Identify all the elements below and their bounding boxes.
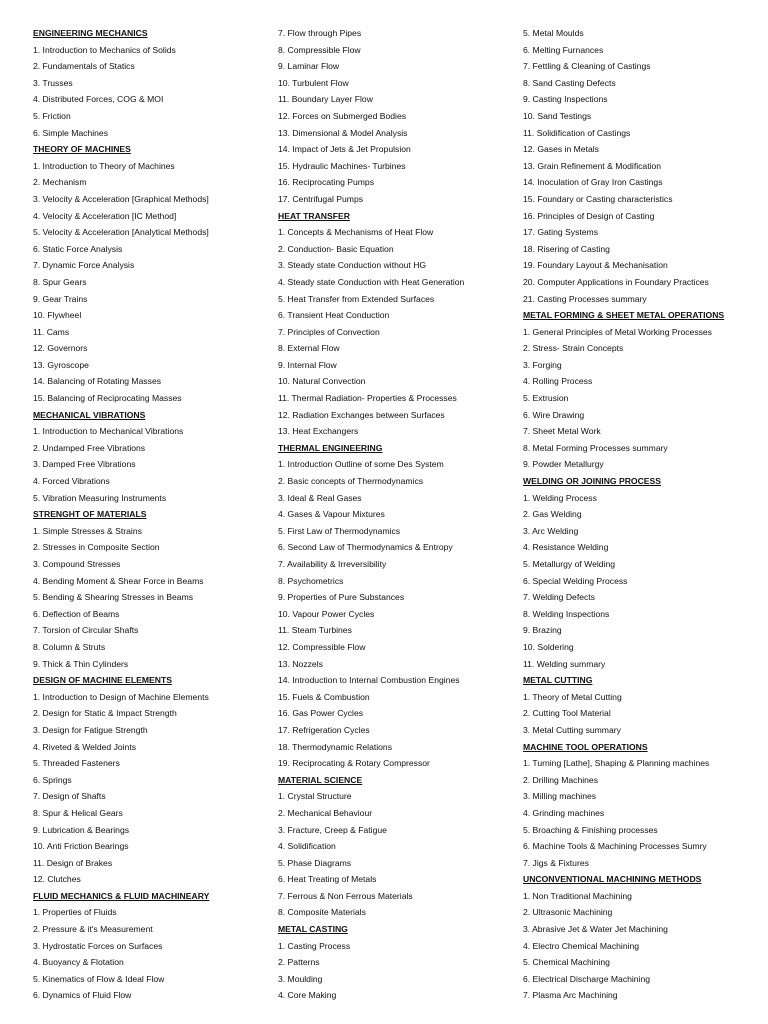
topic-item: 10. Vapour Power Cycles <box>278 608 375 619</box>
topic-item: 14. Balancing of Rotating Masses <box>33 376 162 387</box>
topic-item: 2. Mechanical Behaviour <box>278 807 373 818</box>
topic-item: 10. Natural Convection <box>278 376 366 387</box>
topic-item: 9. Properties of Pure Substances <box>278 592 405 603</box>
topic-item: 2. Basic concepts of Thermodynamics <box>278 476 424 487</box>
topic-item: 2. Patterns <box>278 957 320 968</box>
section-heading: MECHANICAL VIBRATIONS <box>33 409 146 420</box>
topic-item: 12. Radiation Exchanges between Surfaces <box>278 409 445 420</box>
topic-item: 8. Composite Materials <box>278 907 366 918</box>
topic-item: 7. Torsion of Circular Shafts <box>33 625 139 636</box>
topic-item: 19. Foundary Layout & Mechanisation <box>523 260 668 271</box>
section-heading: MACHINE TOOL OPERATIONS <box>523 741 648 752</box>
topic-item: 2. Fundamentals of Statics <box>33 61 135 72</box>
column-1 <box>33 25 263 1004</box>
column-3 <box>523 25 758 1004</box>
topic-item: 11. Welding summary <box>523 658 606 669</box>
topic-item: 6. Springs <box>33 774 72 785</box>
topic-item: 9. Brazing <box>523 625 562 636</box>
topic-item: 6. Simple Machines <box>33 127 108 138</box>
topic-item: 5. First Law of Thermodynamics <box>278 525 401 536</box>
topic-item: 9. Casting Inspections <box>523 94 608 105</box>
topic-item: 7. Welding Defects <box>523 592 595 603</box>
topic-item: 10. Turbulent Flow <box>278 77 349 88</box>
topic-item: 13. Grain Refinement & Modification <box>523 160 662 171</box>
topic-item: 6. Special Welding Process <box>523 575 628 586</box>
topic-item: 5. Kinematics of Flow & Ideal Flow <box>33 973 165 984</box>
topic-item: 3. Velocity & Acceleration [Graphical Methods] <box>33 193 209 204</box>
topic-item: 2. Cutting Tool Material <box>523 708 611 719</box>
topic-item: 10. Soldering <box>523 641 574 652</box>
topic-item: 4. Steady state Conduction with Heat Generation <box>278 276 465 287</box>
topic-item: 5. Heat Transfer from Extended Surfaces <box>278 293 435 304</box>
topic-item: 4. Rolling Process <box>523 376 593 387</box>
topic-item: 1. General Principles of Metal Working Processes <box>523 326 712 337</box>
topic-item: 3. Abrasive Jet & Water Jet Machining <box>523 924 668 935</box>
topic-item: 6. Second Law of Thermodynamics & Entropy <box>278 542 453 553</box>
topic-item: 1. Non Traditional Machining <box>523 890 632 901</box>
topic-item: 7. Ferrous & Non Ferrous Materials <box>278 890 413 901</box>
topic-item: 16. Principles of Design of Casting <box>523 210 655 221</box>
topic-item: 3. Hydrostatic Forces on Surfaces <box>33 940 163 951</box>
topic-item: 6. Static Force Analysis <box>33 243 123 254</box>
topic-item: 4. Resistance Welding <box>523 542 609 553</box>
topic-item: 8. Spur Gears <box>33 276 87 287</box>
topic-item: 8. Metal Forming Processes summary <box>523 442 668 453</box>
topic-item: 2. Ultrasonic Machining <box>523 907 613 918</box>
topic-item: 1. Introduction to Mechanics of Solids <box>33 44 176 55</box>
topic-item: 9. Laminar Flow <box>278 61 340 72</box>
topic-item: 7. Jigs & Fixtures <box>523 857 589 868</box>
topic-item: 11. Solidification of Castings <box>523 127 631 138</box>
topic-item: 4. Electro Chemical Machining <box>523 940 640 951</box>
topic-item: 5. Friction <box>33 110 71 121</box>
topic-item: 8. Psychometrics <box>278 575 344 586</box>
section-heading: METAL CASTING <box>278 924 348 935</box>
topic-item: 4. Gases & Vapour Mixtures <box>278 509 385 520</box>
topic-item: 9. Gear Trains <box>33 293 88 304</box>
topic-item: 1. Introduction to Mechanical Vibrations <box>33 426 184 437</box>
topic-item: 7. Flow through Pipes <box>278 28 362 38</box>
topic-item: 4. Core Making <box>278 990 337 1001</box>
topic-item: 6. Deflection of Beams <box>33 608 120 619</box>
topic-item: 10. Flywheel <box>33 310 82 321</box>
topic-item: 7. Fettling & Cleaning of Castings <box>523 61 651 72</box>
topic-item: 5. Phase Diagrams <box>278 857 352 868</box>
section-heading: METAL FORMING & SHEET METAL OPERATIONS <box>523 310 725 321</box>
topic-item: 2. Mechanism <box>33 177 87 188</box>
topic-item: 12. Compressible Flow <box>278 641 366 652</box>
topic-item: 8. External Flow <box>278 343 340 354</box>
topic-item: 15. Hydraulic Machines- Turbines <box>278 160 406 171</box>
topic-item: 6. Transient Heat Conduction <box>278 310 390 321</box>
column-2 <box>278 25 510 1004</box>
topic-item: 2. Drilling Machines <box>523 774 598 785</box>
topic-item: 7. Sheet Metal Work <box>523 426 601 437</box>
topic-item: 6. Dynamics of Fluid Flow <box>33 990 132 1001</box>
section-heading: THEORY OF MACHINES <box>33 144 131 155</box>
section-heading: THERMAL ENGINEERING <box>278 442 383 453</box>
section-heading: ENGINEERING MECHANICS <box>33 28 148 38</box>
topic-item: 8. Sand Casting Defects <box>523 77 616 88</box>
topic-item: 9. Powder Metallurgy <box>523 459 604 470</box>
topic-item: 9. Thick & Thin Cylinders <box>33 658 129 669</box>
topic-item: 3. Damped Free Vibrations <box>33 459 136 470</box>
topic-item: 11. Steam Turbines <box>278 625 352 636</box>
topic-item: 3. Design for Fatigue Strength <box>33 724 148 735</box>
topic-item: 13. Dimensional & Model Analysis <box>278 127 408 138</box>
topic-item: 5. Threaded Fasteners <box>33 758 120 769</box>
topic-item: 19. Reciprocating & Rotary Compressor <box>278 758 430 769</box>
topic-item: 5. Chemical Machining <box>523 957 610 968</box>
section-heading: STRENGHT OF MATERIALS <box>33 509 147 520</box>
topic-item: 3. Steady state Conduction without HG <box>278 260 427 271</box>
topic-item: 13. Gyroscope <box>33 359 89 370</box>
topic-item: 1. Welding Process <box>523 492 597 503</box>
topic-item: 8. Compressible Flow <box>278 44 361 55</box>
topic-item: 3. Arc Welding <box>523 525 579 536</box>
topic-item: 1. Properties of Fluids <box>33 907 117 918</box>
topic-item: 4. Velocity & Acceleration [IC Method] <box>33 210 177 221</box>
topic-item: 2. Stresses in Composite Section <box>33 542 160 553</box>
topic-item: 15. Fuels & Combustion <box>278 691 370 702</box>
topic-item: 1. Introduction to Theory of Machines <box>33 160 175 171</box>
section-heading: DESIGN OF MACHINE ELEMENTS <box>33 675 172 686</box>
topic-item: 4. Grinding machines <box>523 807 605 818</box>
section-heading: WELDING OR JOINING PROCESS <box>523 476 661 487</box>
topic-item: 15. Foundary or Casting characteristics <box>523 193 673 204</box>
topic-item: 7. Dynamic Force Analysis <box>33 260 135 271</box>
topic-item: 5. Bending & Shearing Stresses in Beams <box>33 592 194 603</box>
topic-item: 6. Melting Furnances <box>523 44 604 55</box>
topic-item: 10. Sand Testings <box>523 110 592 121</box>
topic-item: 8. Column & Struts <box>33 641 106 652</box>
topic-item: 13. Heat Exchangers <box>278 426 359 437</box>
topic-item: 9. Lubrication & Bearings <box>33 824 130 835</box>
topic-item: 1. Introduction Outline of some Des System <box>278 459 444 470</box>
topic-item: 5. Extrusion <box>523 393 569 404</box>
topic-item: 8. Spur & Helical Gears <box>33 807 123 818</box>
topic-item: 8. Welding Inspections <box>523 608 610 619</box>
topic-item: 3. Metal Cutting summary <box>523 724 621 735</box>
topic-item: 4. Distributed Forces, COG & MOI <box>33 94 164 105</box>
topic-item: 3. Moulding <box>278 973 323 984</box>
topic-item: 2. Gas Welding <box>523 509 582 520</box>
topic-item: 12. Forces on Submerged Bodies <box>278 110 407 121</box>
topic-item: 11. Cams <box>33 326 70 337</box>
section-heading: FLUID MECHANICS & FLUID MACHINEARY <box>33 890 210 901</box>
topic-item: 7. Availability & Irreversibility <box>278 559 387 569</box>
topic-item: 4. Forced Vibrations <box>33 476 110 487</box>
topic-item: 1. Theory of Metal Cutting <box>523 691 622 702</box>
topic-item: 6. Machine Tools & Machining Processes Sumry <box>523 841 707 852</box>
topic-item: 12. Governors <box>33 343 88 354</box>
topic-item: 5. Broaching & Finishing processes <box>523 824 658 835</box>
topic-item: 11. Boundary Layer Flow <box>278 94 373 105</box>
topic-item: 12. Gases in Metals <box>523 144 599 155</box>
topic-item: 17. Refrigeration Cycles <box>278 724 370 735</box>
topic-item: 1. Crystal Structure <box>278 791 352 802</box>
topic-item: 12. Clutches <box>33 874 81 885</box>
topic-item: 6. Heat Treating of Metals <box>278 874 377 885</box>
topic-item: 2. Undamped Free Vibrations <box>33 442 146 453</box>
topic-item: 4. Solidification <box>278 841 336 852</box>
topic-item: 2. Stress- Strain Concepts <box>523 343 624 354</box>
topic-item: 20. Computer Applications in Foundary Practices <box>523 276 709 287</box>
topic-item: 2. Design for Static & Impact Strength <box>33 708 177 719</box>
topic-item: 7. Plasma Arc Machining <box>523 990 618 1001</box>
topic-item: 16. Reciprocating Pumps <box>278 177 375 188</box>
topic-item: 21. Casting Processes summary <box>523 293 647 304</box>
topic-item: 3. Ideal & Real Gases <box>278 492 362 503</box>
topic-item: 5. Velocity & Acceleration [Analytical Methods] <box>33 227 209 238</box>
topic-item: 14. Inoculation of Gray Iron Castings <box>523 177 663 188</box>
topic-item: 15. Balancing of Reciprocating Masses <box>33 393 182 404</box>
topic-item: 10. Anti Friction Bearings <box>33 841 129 852</box>
topic-item: 9. Internal Flow <box>278 359 337 370</box>
topic-item: 5. Vibration Measuring Instruments <box>33 492 167 503</box>
topic-item: 13. Nozzels <box>278 658 323 669</box>
topic-item: 3. Fracture, Creep & Fatigue <box>278 824 387 835</box>
topic-item: 4. Riveted & Welded Joints <box>33 741 137 752</box>
topic-item: 3. Milling machines <box>523 791 597 802</box>
topic-item: 1. Concepts & Mechanisms of Heat Flow <box>278 227 434 238</box>
topic-item: 2. Conduction- Basic Equation <box>278 243 394 254</box>
topic-item: 11. Thermal Radiation- Properties & Processes <box>278 393 457 404</box>
topic-item: 18. Risering of Casting <box>523 243 610 254</box>
topic-item: 3. Trusses <box>33 77 73 88</box>
topic-item: 5. Metal Moulds <box>523 28 584 38</box>
section-heading: MATERIAL SCIENCE <box>278 774 363 785</box>
topic-item: 11. Design of Brakes <box>33 857 113 868</box>
topic-item: 1. Casting Process <box>278 940 351 951</box>
topic-item: 7. Principles of Convection <box>278 326 380 337</box>
topic-item: 4. Bending Moment & Shear Force in Beams <box>33 575 204 586</box>
topic-item: 4. Buoyancy & Flotation <box>33 957 124 968</box>
topic-item: 14. Introduction to Internal Combustion Engines <box>278 675 460 686</box>
topic-item: 17. Centrifugal Pumps <box>278 193 364 204</box>
topic-item: 17. Gating Systems <box>523 227 598 238</box>
topic-item: 3. Forging <box>523 359 562 370</box>
topic-item: 1. Introduction to Design of Machine Elements <box>33 691 209 702</box>
topic-item: 6. Electrical Discharge Machining <box>523 973 651 984</box>
topic-item: 6. Wire Drawing <box>523 409 585 420</box>
topic-item: 7. Design of Shafts <box>33 791 106 802</box>
topic-item: 16. Gas Power Cycles <box>278 708 364 719</box>
topic-item: 5. Metallurgy of Welding <box>523 559 616 569</box>
topic-item: 18. Thermodynamic Relations <box>278 741 393 752</box>
topic-item: 1. Simple Stresses & Strains <box>33 525 142 536</box>
topic-item: 2. Pressure & it's Measurement <box>33 924 153 935</box>
topic-item: 14. Impact of Jets & Jet Propulsion <box>278 144 411 155</box>
topic-item: 1. Turning [Lathe], Shaping & Planning machines <box>523 758 710 769</box>
section-heading: HEAT TRANSFER <box>278 210 350 221</box>
topic-item: 3. Compound Stresses <box>33 559 121 569</box>
section-heading: UNCONVENTIONAL MACHINING METHODS <box>523 874 702 885</box>
section-heading: METAL CUTTING <box>523 675 593 686</box>
